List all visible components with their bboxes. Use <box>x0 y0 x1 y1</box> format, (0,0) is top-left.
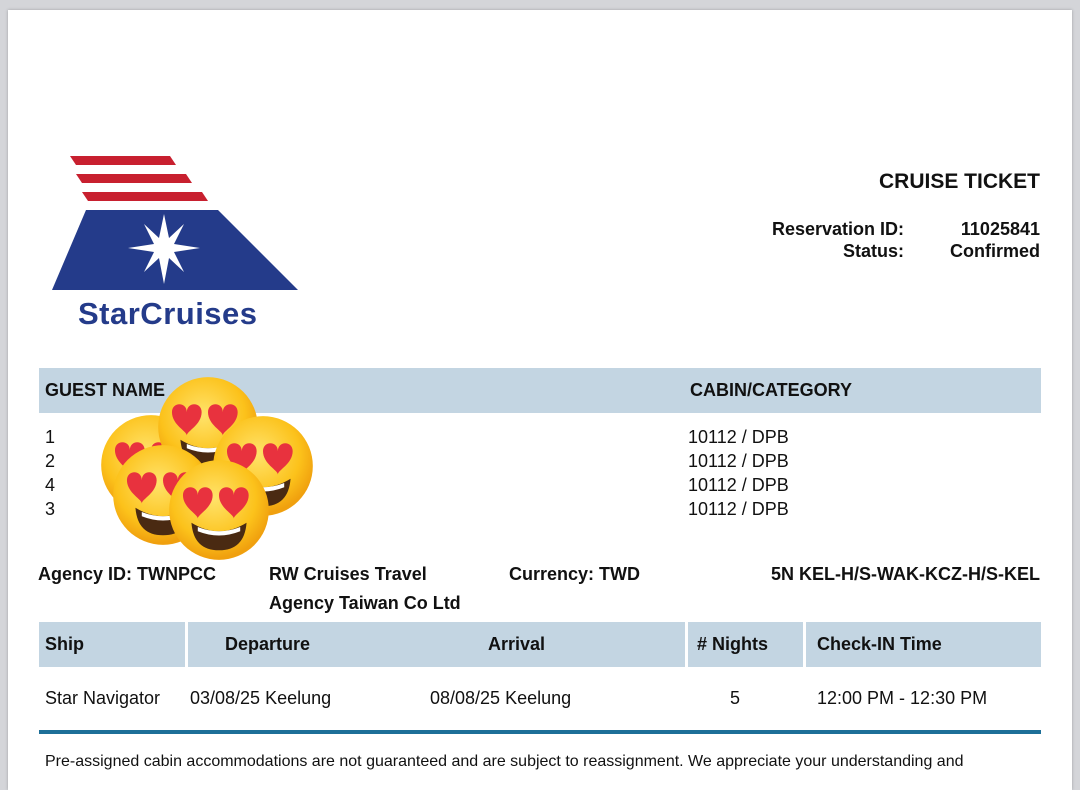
guest-row-number: 4 <box>45 475 56 495</box>
nights-value: 5 <box>730 688 741 708</box>
guest-row-number: 1 <box>45 427 56 447</box>
checkin-header: Check-IN Time <box>817 634 942 654</box>
heart-eyes-emoji-icon <box>166 457 272 563</box>
column-divider <box>685 622 688 667</box>
departure-header: Departure <box>225 634 311 654</box>
guest-row-number: 2 <box>45 451 56 471</box>
guest-row-cabin: 10112 / DPB <box>688 499 789 519</box>
cabin-category-header: CABIN/CATEGORY <box>690 380 852 400</box>
itinerary-code: 5N KEL-H/S-WAK-KCZ-H/S-KEL <box>771 564 1040 584</box>
section-divider <box>39 730 1041 734</box>
starcruises-logo <box>40 144 312 356</box>
agency-name: RW Cruises Travel Agency Taiwan Co Ltd <box>269 564 461 613</box>
arrival-header: Arrival <box>488 634 546 654</box>
status-value: Confirmed <box>950 241 1040 261</box>
arrival-value: 08/08/25 Keelung <box>430 688 572 708</box>
voyage-table-header <box>39 622 1041 667</box>
departure-value: 03/08/25 Keelung <box>190 688 332 708</box>
status-label: Status: <box>842 241 904 261</box>
column-divider <box>803 622 806 667</box>
guest-row-number: 3 <box>45 499 56 519</box>
cabin-list <box>688 425 789 521</box>
column-divider <box>185 622 188 667</box>
agency-id: Agency ID: TWNPCC <box>38 564 217 584</box>
nights-header: # Nights <box>697 634 769 654</box>
guest-name-header: GUEST NAME <box>45 380 166 400</box>
ticket-title: CRUISE TICKET <box>878 170 1040 193</box>
ship-name: Star Navigator <box>45 688 161 708</box>
brand-name: StarCruises <box>78 296 258 331</box>
guest-row-cabin: 10112 / DPB <box>688 451 789 471</box>
reservation-id-value: 11025841 <box>960 219 1040 239</box>
guest-row-cabin: 10112 / DPB <box>688 427 789 447</box>
ship-header: Ship <box>45 634 84 654</box>
currency: Currency: TWD <box>509 564 641 584</box>
guest-row-cabin: 10112 / DPB <box>688 475 789 495</box>
ticket-page <box>8 10 1072 790</box>
reservation-id-label: Reservation ID: <box>771 219 904 239</box>
checkin-value: 12:00 PM - 12:30 PM <box>817 688 988 708</box>
guest-list <box>45 425 55 521</box>
cabin-disclaimer: Pre-assigned cabin accommodations are not guaranteed and are subject to reassignment. We appreciate your understanding and <box>45 753 964 770</box>
